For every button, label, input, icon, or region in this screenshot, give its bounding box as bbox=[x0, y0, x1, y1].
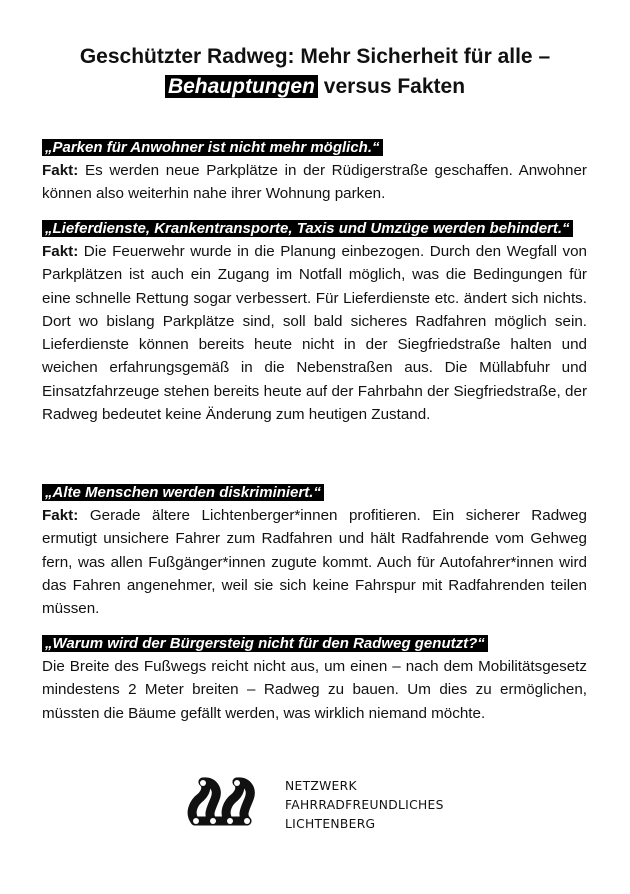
claim-heading bbox=[42, 136, 587, 159]
page-title bbox=[20, 42, 610, 102]
section-parking bbox=[42, 136, 587, 206]
section-delivery bbox=[42, 217, 587, 426]
fact-label: Fakt: bbox=[42, 507, 79, 524]
claim-heading bbox=[42, 632, 587, 655]
title-line-1: Geschützter Radweg: Mehr Sicherheit für alle – bbox=[79, 45, 551, 68]
title-line-2 bbox=[20, 72, 610, 102]
title-highlight: Behauptungen bbox=[165, 75, 318, 98]
fact-paragraph bbox=[42, 504, 587, 620]
fact-label: Fakt: bbox=[42, 243, 79, 260]
fact-text: Es werden neue Parkplätze in der Rüdigerstraße geschaffen. Anwohner können also weiterhin nahe ihrer Wohnung parken. bbox=[42, 162, 587, 203]
claim-text: „Alte Menschen werden diskriminiert.“ bbox=[42, 484, 324, 501]
claim-text: „Parken für Anwohner ist nicht mehr möglich.“ bbox=[42, 139, 383, 156]
claim-heading bbox=[42, 481, 587, 504]
logo-line-1: NETZWERK bbox=[285, 779, 357, 793]
claim-text: „Warum wird der Bürgersteig nicht für den Radweg genutzt?“ bbox=[42, 635, 488, 652]
answer-text: Die Breite des Fußwegs reicht nicht aus, um einen – nach dem Mobilitätsgesetz mindestens 2 Meter breiten – Radweg zu bauen. Um dies zu ermöglichen, müssten die Bäume gefällt werden, was wirklich niemand möchte. bbox=[42, 658, 587, 722]
logo-line-3: LICHTENBERG bbox=[285, 817, 376, 831]
title-line-2-rest: versus Fakten bbox=[317, 75, 466, 98]
fact-text: Gerade ältere Lichtenberger*innen profitieren. Ein sicherer Radweg ermutigt unsichere Fahrer zum Radfahren und hält Radfahrende vom Gehweg fern, was allen Fußgänger*innen zugute kommt. Auch für Autofahrer*innen wird das Fahren angenehmer, weil sie sich keine Fahrspur mit Radfahrenden teilen müssen. bbox=[42, 507, 587, 618]
fact-text: Die Feuerwehr wurde in die Planung einbezogen. Durch den Wegfall von Parkplätzen ist auch ein Zugang im Notfall möglich, was die Bedingungen für eine schnelle Rettung sogar verbessert. Für Lieferdienste etc. ändert sich nichts. Dort wo bislang Parkplätze sind, soll bald sicheres Radfahren möglich sein. Lieferdienste können bereits heute nicht in der Siegfriedstraße halten und weichen erfahrungsgemäß in die Nebenstraßen aus. Die Müllabfuhr und Einsatzfahrzeuge stehen bereits heute auf der Fahrbahn der Siegfriedstraße, der Radweg bedeutet keine Änderung zum heutigen Zustand. bbox=[42, 243, 587, 424]
answer-paragraph bbox=[42, 655, 587, 725]
claim-text: „Lieferdienste, Krankentransporte, Taxis und Umzüge werden behindert.“ bbox=[42, 220, 573, 237]
fact-paragraph bbox=[42, 159, 587, 206]
claim-heading bbox=[42, 217, 587, 240]
logo-text bbox=[285, 777, 444, 834]
fact-label: Fakt: bbox=[42, 162, 79, 179]
network-logo bbox=[183, 775, 463, 835]
logo-line-2: FAHRRADFREUNDLICHES bbox=[285, 798, 444, 812]
fact-paragraph bbox=[42, 240, 587, 426]
bicycle-chain-icon bbox=[183, 777, 275, 833]
section-sidewalk bbox=[42, 632, 587, 725]
section-elderly bbox=[42, 481, 587, 620]
